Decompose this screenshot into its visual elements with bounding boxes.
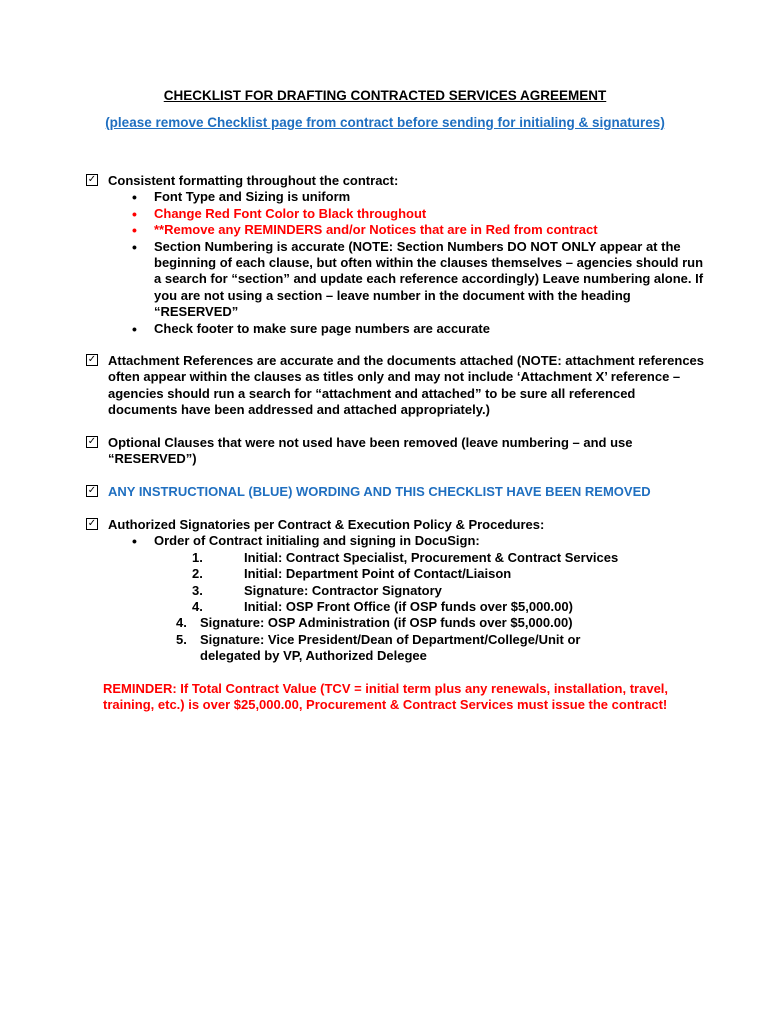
list-item: • **Remove any REMINDERS and/or Notices that are in Red from contract <box>154 222 708 238</box>
checked-box-icon: ✓ <box>87 174 97 185</box>
list-item: • Section Numbering is accurate (NOTE: Section Numbers DO NOT ONLY appear at the beginning of each clause, but often within the clauses themselves – agencies should run a search for “section” and update each reference accordingly) Leave numbering alone. If you are not using a section – leave number in the document with the heading “RESERVED” <box>154 239 708 321</box>
checklist-removal-note-text: (please remove Checklist page from contract before sending for initialing & signatures) <box>105 115 665 130</box>
signing-step: 4. Signature: OSP Administration (if OSP funds over $5,000.00) <box>176 615 573 631</box>
list-item: • Check footer to make sure page numbers are accurate <box>154 321 708 337</box>
checklist-item-text: Consistent formatting throughout the contract: <box>108 173 399 188</box>
list-item: • Change Red Font Color to Black throughout <box>154 206 708 222</box>
checked-box-icon: ✓ <box>87 485 97 496</box>
checklist-item-text: Attachment References are accurate and the documents attached (NOTE: attachment references often appear within the clauses as titles only and may not include ‘Attachment X’ reference – agencies should run a search for “attachment and attached” to be sure all referenced documents have been addressed and attached appropriately.) <box>108 353 705 418</box>
list-item: • Order of Contract initialing and signing in DocuSign: <box>154 533 708 549</box>
outer-steps <box>176 615 708 664</box>
inner-steps <box>192 550 708 616</box>
checklist-item-text: Authorized Signatories per Contract & Execution Policy & Procedures: <box>108 517 545 532</box>
signing-step: 2. Initial: Department Point of Contact/Liaison <box>192 566 512 582</box>
formatting-bullet-list <box>86 189 708 337</box>
signing-step: 5. Signature: Vice President/Dean of Department/College/Unit or delegated by VP, Authorized Delegee <box>176 631 581 664</box>
checked-box-icon: ✓ <box>87 354 97 365</box>
checklist-item-instructional <box>86 484 708 500</box>
checklist-item-text: ANY INSTRUCTIONAL (BLUE) WORDING AND THIS CHECKLIST HAVE BEEN REMOVED <box>108 484 651 499</box>
checklist-item-formatting <box>86 173 708 337</box>
checklist-item-signatories <box>86 517 708 665</box>
list-item: • Font Type and Sizing is uniform <box>154 189 708 205</box>
signing-order-list <box>86 533 708 549</box>
checklist-removal-note <box>0 114 770 133</box>
checklist-item-text: Optional Clauses that were not used have been removed (leave numbering – and use “RESERVED”) <box>108 435 633 467</box>
checklist-item-attachments <box>86 353 708 419</box>
checked-box-icon: ✓ <box>87 436 97 447</box>
signing-step: 1. Initial: Contract Specialist, Procurement & Contract Services <box>192 549 619 565</box>
checklist-item-optional-clauses <box>86 435 708 468</box>
contract-value-reminder: REMINDER: If Total Contract Value (TCV = initial term plus any renewals, installation, travel, training, etc.) is over $25,000.00, Procurement & Contract Services must issue the contract! <box>103 681 669 713</box>
page-title: CHECKLIST FOR DRAFTING CONTRACTED SERVICES AGREEMENT <box>163 88 607 103</box>
signing-step: 4. Initial: OSP Front Office (if OSP funds over $5,000.00) <box>192 599 573 615</box>
signing-step: 3. Signature: Contractor Signatory <box>192 582 442 598</box>
checked-box-icon: ✓ <box>87 518 97 529</box>
